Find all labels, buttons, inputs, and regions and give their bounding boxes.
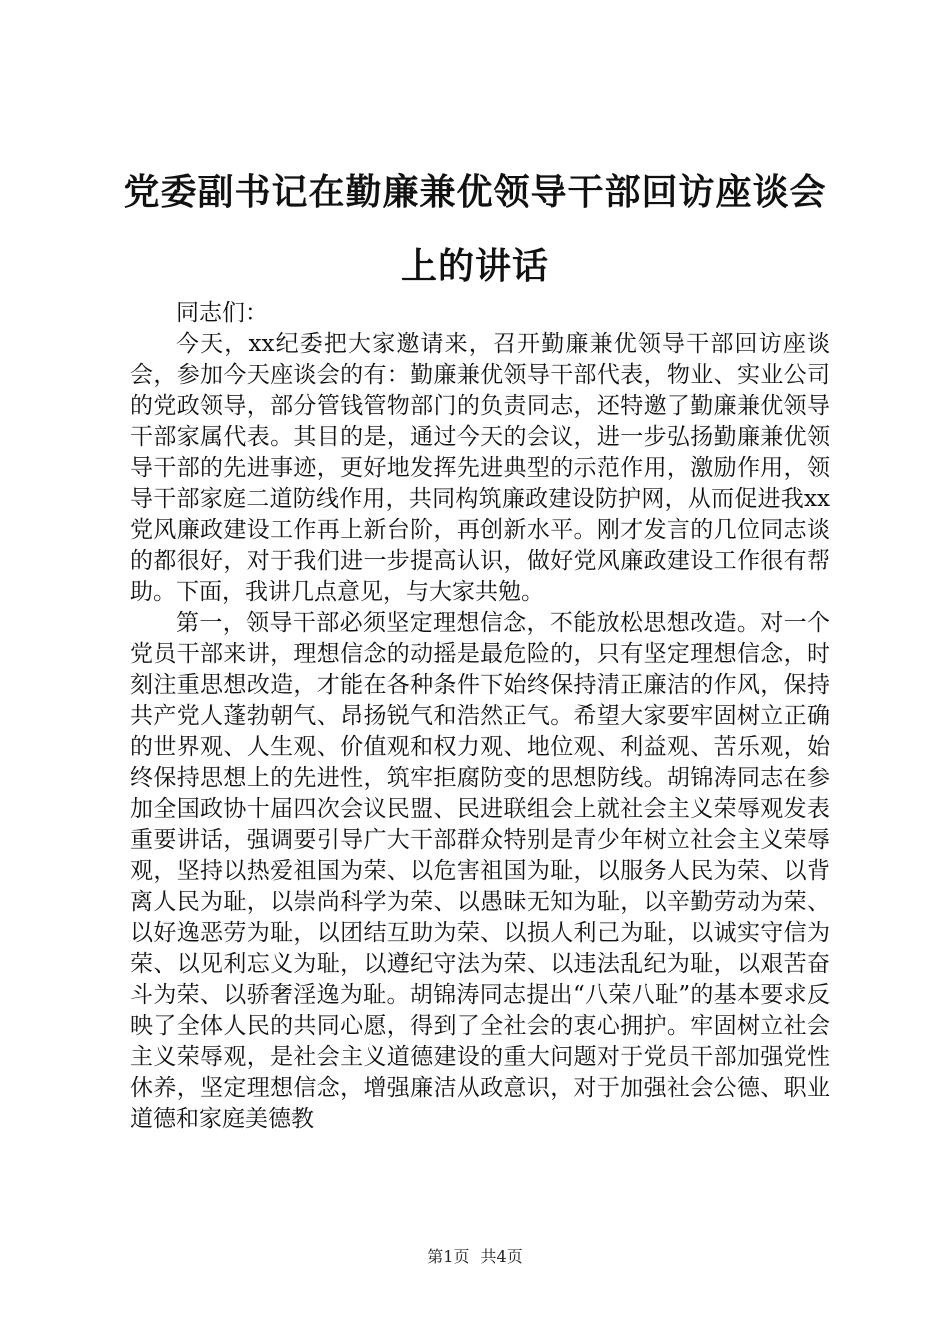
salutation: 同志们： bbox=[176, 300, 268, 326]
paragraph-first-point: 第一，领导干部必须坚定理想信念，不能放松思想改造。对一个党员干部来讲，理想信念的动摇是最危险的，只有坚定理想信念，时刻注重思想改造，才能在各种条件下始终保持清正廉洁的作风，保持共产党人蓬勃朝气、昂扬锐气和浩然正气。希望大家要牢固树立正确的世界观、人生观、价值观和权力观、地位观、利益观、苦乐观，始终保持思想上的先进性，筑牢拒腐防变的思想防线。胡锦涛同志在参加全国政协十届四次会议民盟、民进联组会上就社会主义荣辱观发表重要讲话，强调要引导广大干部群众特别是青少年树立社会主义荣辱观，坚持以热爱祖国为荣、以危害祖国为耻，以服务人民为荣、以背离人民为耻，以崇尚科学为荣、以愚昧无知为耻，以辛勤劳动为荣、以好逸恶劳为耻，以团结互助为荣、以损人利己为耻，以诚实守信为荣、以见利忘义为耻，以遵纪守法为荣、以违法乱纪为耻，以艰苦奋斗为荣、以骄奢淫逸为耻。胡锦涛同志提出“八荣八耻”的基本要求反映了全体人民的共同心愿，得到了全社会的衷心拥护。牢固树立社会主义荣辱观，是社会主义道德建设的重大问题对于党员干部加强党性休养，坚定理想信念，增强廉洁从政意识，对于加强社会公德、职业道德和家庭美德教 bbox=[130, 610, 830, 1132]
page-footer bbox=[0, 1244, 950, 1267]
page-total: 共4页 bbox=[480, 1247, 523, 1266]
page-number: 第1页 bbox=[427, 1247, 470, 1266]
document-body bbox=[130, 298, 830, 1135]
document-title: 党委副书记在勤廉兼优领导干部回访座谈会上的讲话 bbox=[123, 171, 827, 287]
paragraph-intro: 今天，xx纪委把大家邀请来，召开勤廉兼优领导干部回访座谈会，参加今天座谈会的有：勤廉兼优领导干部代表，物业、实业公司的党政领导，部分管钱管物部门的负责同志，还特邀了勤廉兼优领导干部家属代表。其目的是，通过今天的会议，进一步弘扬勤廉兼优领导干部的先进事迹，更好地发挥先进典型的示范作用，激励作用，领导干部家庭二道防线作用，共同构筑廉政建设防护网，从而促进我xx党风廉政建设工作再上新台阶，再创新水平。刚才发言的几位同志谈的都很好，对于我们进一步提高认识，做好党风廉政建设工作很有帮助。下面，我讲几点意见，与大家共勉。 bbox=[130, 331, 830, 605]
